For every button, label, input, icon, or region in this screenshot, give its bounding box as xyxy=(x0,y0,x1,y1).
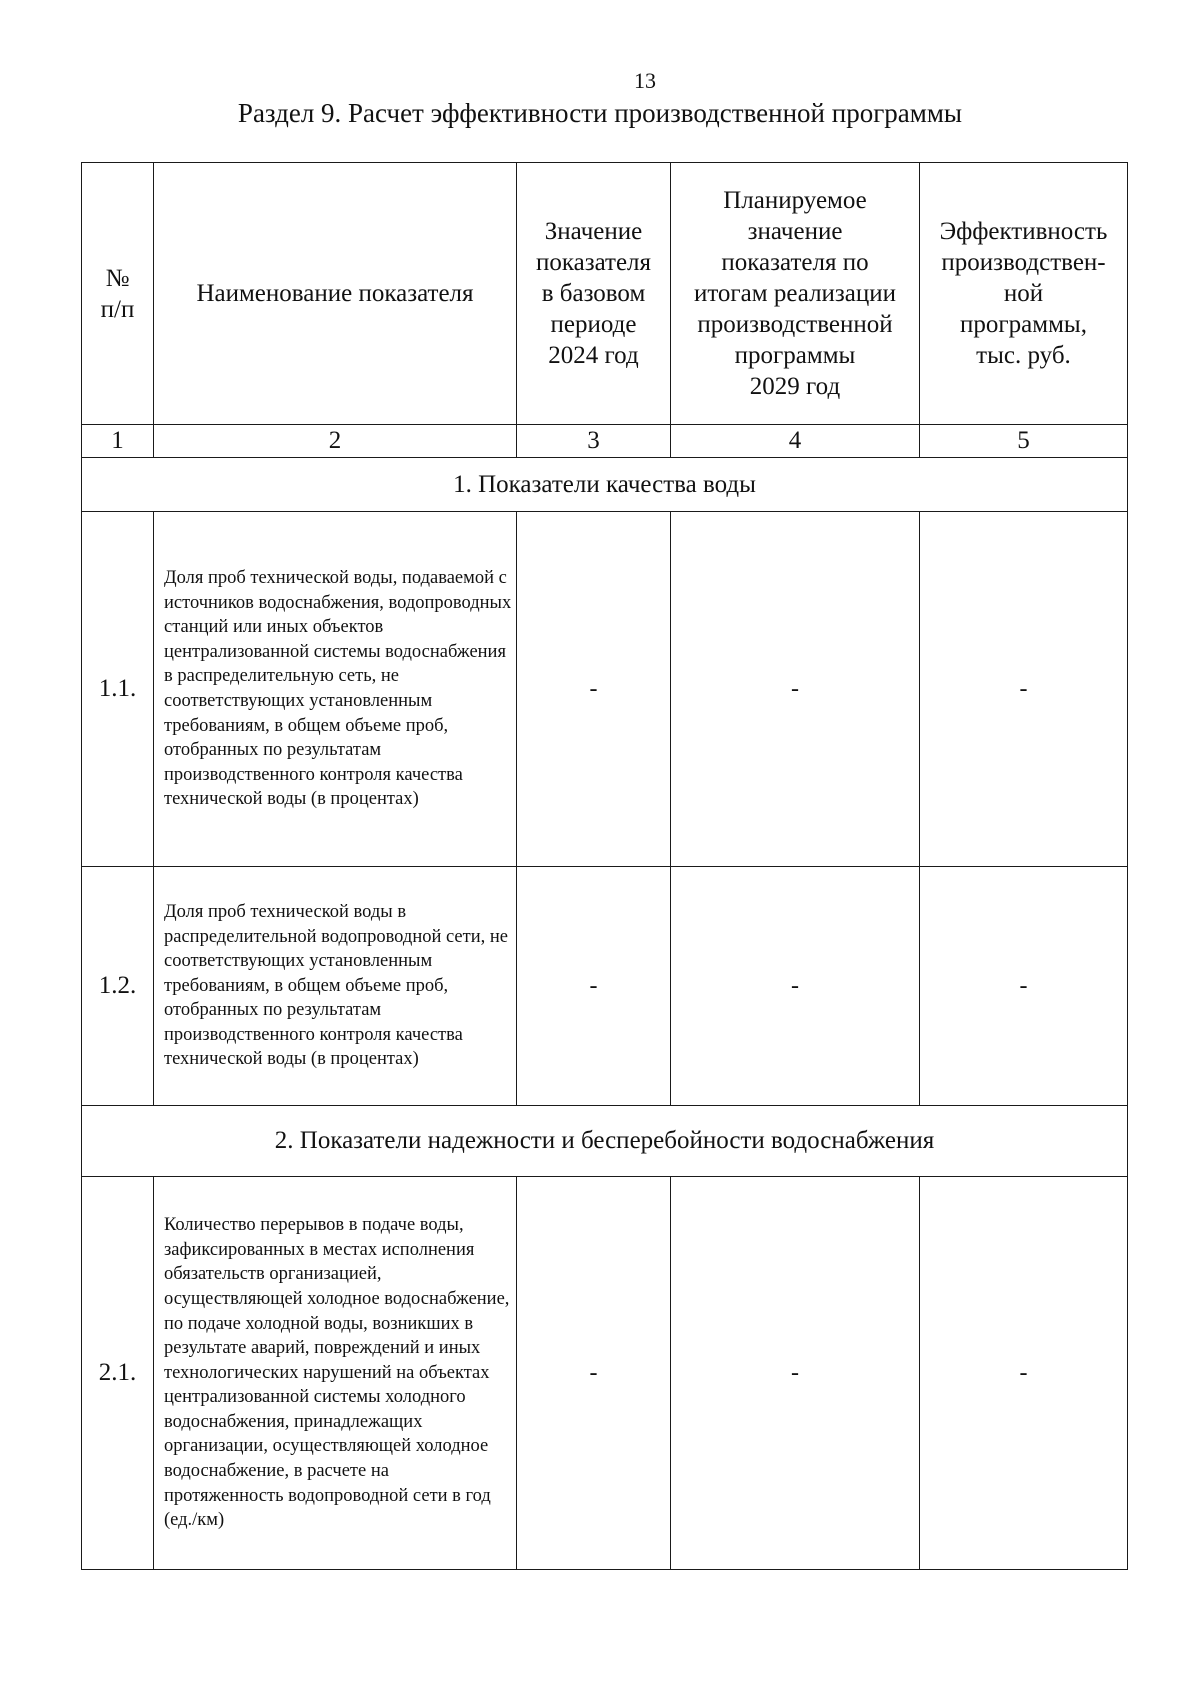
section-heading: 2. Показатели надежности и бесперебойности водоснабжения xyxy=(82,1106,1128,1177)
planned-value: - xyxy=(671,1177,920,1570)
header-cell-efficiency: Эффективность производствен- ной программы, тыс. руб. xyxy=(920,163,1128,425)
row-number: 1.2. xyxy=(82,867,154,1106)
base-value: - xyxy=(517,1177,671,1570)
header-cell-base-value: Значение показателя в базовом периоде 2024 год xyxy=(517,163,671,425)
table-row xyxy=(82,867,1128,1106)
indicator-name: Доля проб технической воды в распределительной водопроводной сети, не соответствующих установленным требованиям, в общем объеме проб, отобранных по результатам производственного контроля качества технической воды (в процентах) xyxy=(154,867,517,1106)
base-value: - xyxy=(517,867,671,1106)
column-number: 2 xyxy=(154,425,517,458)
section-title: Раздел 9. Расчет эффективности производственной программы xyxy=(237,98,963,128)
column-number-row xyxy=(82,425,1128,458)
section-heading: 1. Показатели качества воды xyxy=(82,458,1128,512)
section-row xyxy=(82,458,1128,512)
table-row xyxy=(82,1177,1128,1570)
efficiency-value: - xyxy=(920,867,1128,1106)
indicator-name: Количество перерывов в подаче воды, зафиксированных в местах исполнения обязательств организацией, осуществляющей холодное водоснабжение, по подаче холодной воды, возникших в результате аварий, повреждений и иных технологических нарушений на объектах централизованной системы холодного водоснабжения, принадлежащих организации, осуществляющей холодное водоснабжение, в расчете на протяженность водопроводной сети в год (ед./км) xyxy=(154,1177,517,1570)
base-value: - xyxy=(517,512,671,867)
column-number: 4 xyxy=(671,425,920,458)
header-row xyxy=(82,163,1128,425)
row-number: 2.1. xyxy=(82,1177,154,1570)
efficiency-value: - xyxy=(920,1177,1128,1570)
column-number: 5 xyxy=(920,425,1128,458)
page-number: 13 xyxy=(634,68,656,93)
column-number: 1 xyxy=(82,425,154,458)
header-cell-name: Наименование показателя xyxy=(154,163,517,425)
header-cell-planned-value: Планируемое значение показателя по итогам реализации производственной программы 2029 год xyxy=(671,163,920,425)
section-row xyxy=(82,1106,1128,1177)
efficiency-table xyxy=(81,162,1128,1570)
planned-value: - xyxy=(671,512,920,867)
efficiency-value: - xyxy=(920,512,1128,867)
row-number: 1.1. xyxy=(82,512,154,867)
table-row xyxy=(82,512,1128,867)
indicator-name: Доля проб технической воды, подаваемой с источников водоснабжения, водопроводных станций или иных объектов централизованной системы водоснабжения в распределительную сеть, не соответствующих установленным требованиям, в общем объеме проб, отобранных по результатам производственного контроля качества технической воды (в процентах) xyxy=(154,512,517,867)
planned-value: - xyxy=(671,867,920,1106)
column-number: 3 xyxy=(517,425,671,458)
header-cell-number: № п/п xyxy=(82,163,154,425)
